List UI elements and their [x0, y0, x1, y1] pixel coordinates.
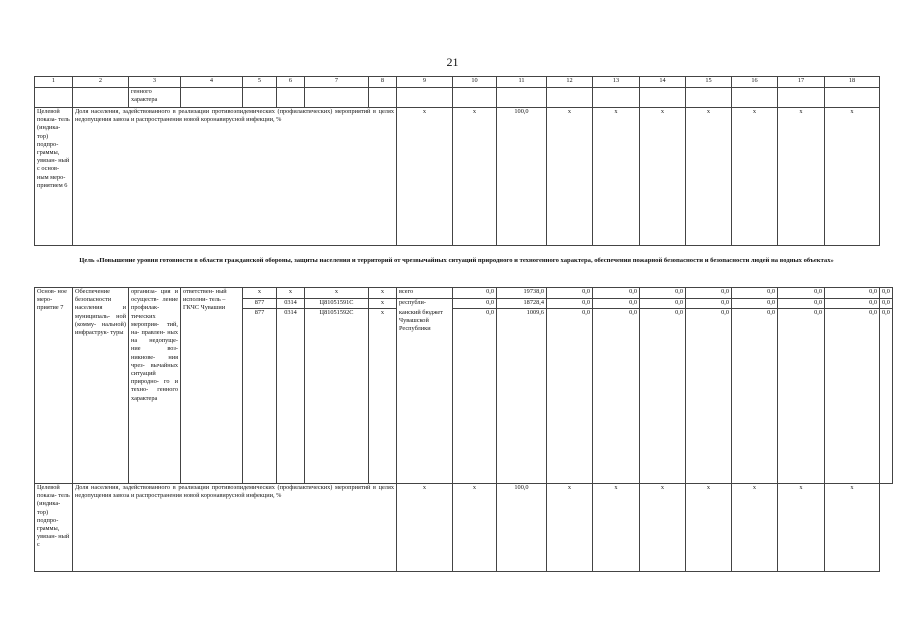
vr-cell: х [369, 298, 397, 309]
value-cell: х [397, 108, 453, 246]
value-cell: 19738,0 [497, 288, 547, 299]
value-cell: х [453, 484, 497, 572]
rzpr-cell: 0314 [277, 298, 305, 309]
value-cell: х [732, 484, 778, 572]
col-num: 11 [497, 77, 547, 88]
value-cell: 0,0 [732, 309, 778, 484]
value-cell: 18728,4 [497, 298, 547, 309]
col-num: 14 [640, 77, 686, 88]
value-cell: 0,0 [778, 298, 825, 309]
value-cell: 0,0 [825, 288, 880, 299]
col-num: 5 [243, 77, 277, 88]
table-part-1 [34, 76, 880, 246]
value-cell: х [640, 108, 686, 246]
indicator-text: Доля населения, задействованного в реализации противоэпидемических (профилактических) мероприятий в целях недопущения завоза и распространения новой коронавирусной инфекции, % [73, 108, 397, 246]
value-cell: х [640, 484, 686, 572]
value-cell: 0,0 [825, 309, 880, 484]
value-cell: 0,0 [453, 298, 497, 309]
column-number-row [35, 77, 880, 88]
rzpr-cell: х [277, 288, 305, 299]
value-cell: 0,0 [732, 288, 778, 299]
col-num: 15 [686, 77, 732, 88]
col-num: 12 [547, 77, 593, 88]
indicator-row [35, 484, 893, 572]
value-cell: 0,0 [453, 309, 497, 484]
value-cell: 0,0 [686, 288, 732, 299]
col-num: 4 [181, 77, 243, 88]
indicator-text: Доля населения, задействованного в реализации противоэпидемических (профилактических) мероприятий в целях недопущения завоза и распространения новой коронавирусной инфекции, % [73, 484, 397, 572]
value-cell: х [593, 484, 640, 572]
grbs-cell: 877 [243, 309, 277, 484]
continuation-row [35, 88, 880, 108]
value-cell: 0,0 [778, 288, 825, 299]
col-num: 10 [453, 77, 497, 88]
csr-cell: Ц81051591С [305, 298, 369, 309]
value-cell: 0,0 [640, 309, 686, 484]
value-cell: 0,0 [640, 298, 686, 309]
value-cell: 0,0 [880, 288, 893, 299]
col-num: 7 [305, 77, 369, 88]
col-num: 3 [129, 77, 181, 88]
col-num: 13 [593, 77, 640, 88]
source-cell: всего [397, 288, 453, 299]
col-num: 8 [369, 77, 397, 88]
col-num: 2 [73, 77, 129, 88]
col-num: 1 [35, 77, 73, 88]
value-cell: х [593, 108, 640, 246]
indicator-row [35, 108, 880, 246]
value-cell: 0,0 [825, 298, 880, 309]
indicator-label: Целевой показа- тель (индика- тор) подпро- граммы, увязан- ный с основ- ным меро- приятием 6 [35, 108, 73, 246]
value-cell: 0,0 [880, 309, 893, 484]
value-cell: х [778, 484, 825, 572]
value-cell: х [397, 484, 453, 572]
value-cell: х [547, 108, 593, 246]
event-task: организа- ция и осуществ- ление профилак- тических мероприя- тий, на- правлен- ных на недопуще- ние воз- никнове- ния чрез- вычайных ситуаций природно- го и техно- генного характера [129, 288, 181, 484]
col-num: 16 [732, 77, 778, 88]
value-cell: 0,0 [547, 309, 593, 484]
source-cell: канский бюджет Чувашской Республики [397, 309, 453, 484]
value-cell: х [778, 108, 825, 246]
value-cell: 0,0 [453, 288, 497, 299]
value-cell: х [686, 108, 732, 246]
rzpr-cell: 0314 [277, 309, 305, 484]
cell-continuation: генного характера [129, 88, 181, 108]
value-cell: 0,0 [880, 298, 893, 309]
value-cell: х [732, 108, 778, 246]
value-cell: х [825, 484, 880, 572]
value-cell: 0,0 [778, 309, 825, 484]
col-num: 6 [277, 77, 305, 88]
grbs-cell: 877 [243, 298, 277, 309]
vr-cell: х [369, 309, 397, 484]
goal-heading: Цель «Повышение уровня готовности в области гражданской обороны, защиты населения и территорий от чрезвычайных ситуаций природного и техногенного характера, обеспечения пожарной безопасности и безопасности людей на водных объектах» [79, 257, 834, 264]
value-cell: х [453, 108, 497, 246]
table-part-2 [34, 287, 893, 572]
csr-cell: х [305, 288, 369, 299]
value-cell: х [825, 108, 880, 246]
grbs-cell: х [243, 288, 277, 299]
csr-cell: Ц81051592С [305, 309, 369, 484]
value-cell: 0,0 [686, 298, 732, 309]
event-row-1 [35, 288, 893, 299]
value-cell: 0,0 [547, 288, 593, 299]
value-cell: 0,0 [686, 309, 732, 484]
value-cell: 0,0 [593, 309, 640, 484]
indicator-label: Целевой показа- тель (индика- тор) подпро- граммы, увязан- ный с [35, 484, 73, 572]
source-cell: республи- [397, 298, 453, 309]
vr-cell: х [369, 288, 397, 299]
value-cell: х [547, 484, 593, 572]
value-cell: 100,0 [497, 484, 547, 572]
col-num: 18 [825, 77, 880, 88]
value-cell: 0,0 [640, 288, 686, 299]
value-cell: х [686, 484, 732, 572]
col-num: 17 [778, 77, 825, 88]
value-cell: 0,0 [547, 298, 593, 309]
value-cell: 0,0 [593, 288, 640, 299]
event-name: Обеспечение безопасности населения и муниципаль- ной (комму- нальной) инфраструк- туры [73, 288, 129, 484]
value-cell: 1009,6 [497, 309, 547, 484]
page-number: 21 [446, 55, 459, 69]
event-label: Основ- ное меро- приятие 7 [35, 288, 73, 484]
value-cell: 0,0 [732, 298, 778, 309]
value-cell: 100,0 [497, 108, 547, 246]
event-executor: ответствен- ный исполни- тель – ГКЧС Чувашии [181, 288, 243, 484]
value-cell: 0,0 [593, 298, 640, 309]
col-num: 9 [397, 77, 453, 88]
